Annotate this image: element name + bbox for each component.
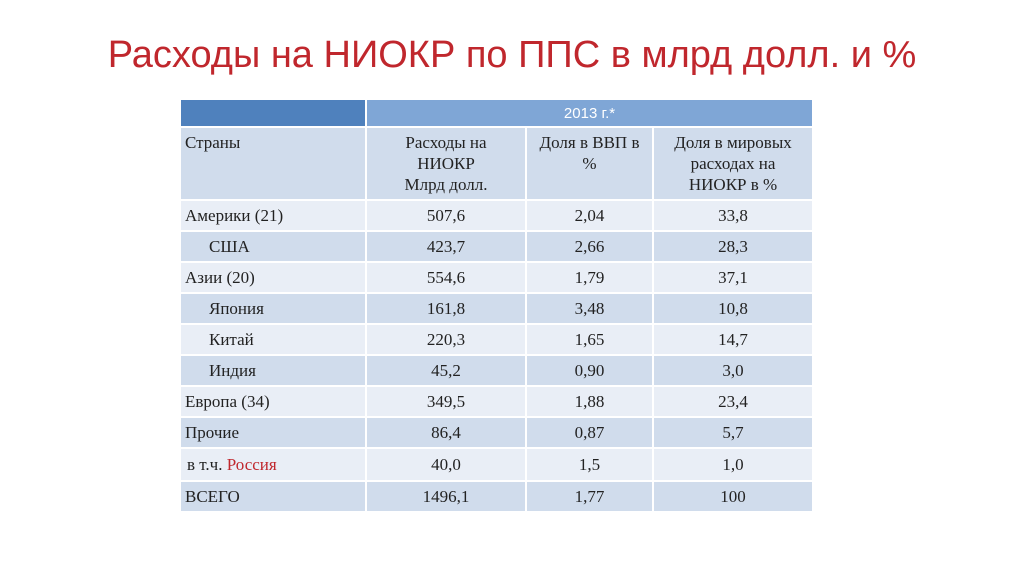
gdp-share-cell: 1,79 <box>526 262 653 293</box>
country-cell: Прочие <box>180 417 366 448</box>
spend-cell: 1496,1 <box>366 481 526 512</box>
world-share-cell: 33,8 <box>653 200 813 231</box>
country-name-highlight: Россия <box>226 455 277 474</box>
world-share-cell: 3,0 <box>653 355 813 386</box>
spend-cell: 220,3 <box>366 324 526 355</box>
gdp-share-cell: 0,90 <box>526 355 653 386</box>
table-row <box>180 293 813 324</box>
country-cell: Азии (20) <box>180 262 366 293</box>
world-share-cell: 14,7 <box>653 324 813 355</box>
spend-cell: 161,8 <box>366 293 526 324</box>
world-share-cell: 10,8 <box>653 293 813 324</box>
header-world-line: Доля в мировых <box>674 133 792 152</box>
table-row <box>180 324 813 355</box>
gdp-share-cell: 2,66 <box>526 231 653 262</box>
table-row <box>180 231 813 262</box>
country-cell: США <box>180 231 366 262</box>
header-world-share <box>653 127 813 200</box>
world-share-cell: 28,3 <box>653 231 813 262</box>
table-row <box>180 386 813 417</box>
header-gdp-share <box>526 127 653 200</box>
header-spend-line: НИОКР <box>417 154 475 173</box>
country-cell: Европа (34) <box>180 386 366 417</box>
gdp-share-cell: 1,88 <box>526 386 653 417</box>
country-cell: Япония <box>180 293 366 324</box>
country-cell: ВСЕГО <box>180 481 366 512</box>
header-spend-line: Млрд долл. <box>404 175 488 194</box>
country-cell: Америки (21) <box>180 200 366 231</box>
year-header: 2013 г.* <box>366 99 813 127</box>
world-share-cell: 23,4 <box>653 386 813 417</box>
country-cell <box>180 448 366 481</box>
header-gdp-line: Доля в ВВП в <box>539 133 640 152</box>
slide-title: Расходы на НИОКР по ППС в млрд долл. и % <box>107 34 917 76</box>
spend-cell: 507,6 <box>366 200 526 231</box>
spend-cell: 86,4 <box>366 417 526 448</box>
table-row <box>180 200 813 231</box>
gdp-share-cell: 1,65 <box>526 324 653 355</box>
table-row-total <box>180 481 813 512</box>
column-header-row <box>180 127 813 200</box>
spend-cell: 45,2 <box>366 355 526 386</box>
header-gdp-line: % <box>582 154 597 173</box>
header-spend-line: Расходы на <box>405 133 487 152</box>
country-cell: Китай <box>180 324 366 355</box>
gdp-share-cell: 3,48 <box>526 293 653 324</box>
header-world-line: расходах на <box>690 154 776 173</box>
year-header-corner <box>180 99 366 127</box>
spend-cell: 554,6 <box>366 262 526 293</box>
table-row <box>180 417 813 448</box>
year-header-row <box>180 99 813 127</box>
gdp-share-cell: 2,04 <box>526 200 653 231</box>
header-spend <box>366 127 526 200</box>
spend-cell: 349,5 <box>366 386 526 417</box>
spend-cell: 423,7 <box>366 231 526 262</box>
table-row <box>180 355 813 386</box>
world-share-cell: 1,0 <box>653 448 813 481</box>
table-row <box>180 448 813 481</box>
gdp-share-cell: 0,87 <box>526 417 653 448</box>
country-cell: Индия <box>180 355 366 386</box>
rd-spending-table <box>179 98 814 513</box>
world-share-cell: 100 <box>653 481 813 512</box>
header-country: Страны <box>180 127 366 200</box>
gdp-share-cell: 1,77 <box>526 481 653 512</box>
world-share-cell: 5,7 <box>653 417 813 448</box>
table-row <box>180 262 813 293</box>
spend-cell: 40,0 <box>366 448 526 481</box>
world-share-cell: 37,1 <box>653 262 813 293</box>
country-prefix: в т.ч. <box>187 455 227 474</box>
header-world-line: НИОКР в % <box>688 175 778 194</box>
gdp-share-cell: 1,5 <box>526 448 653 481</box>
